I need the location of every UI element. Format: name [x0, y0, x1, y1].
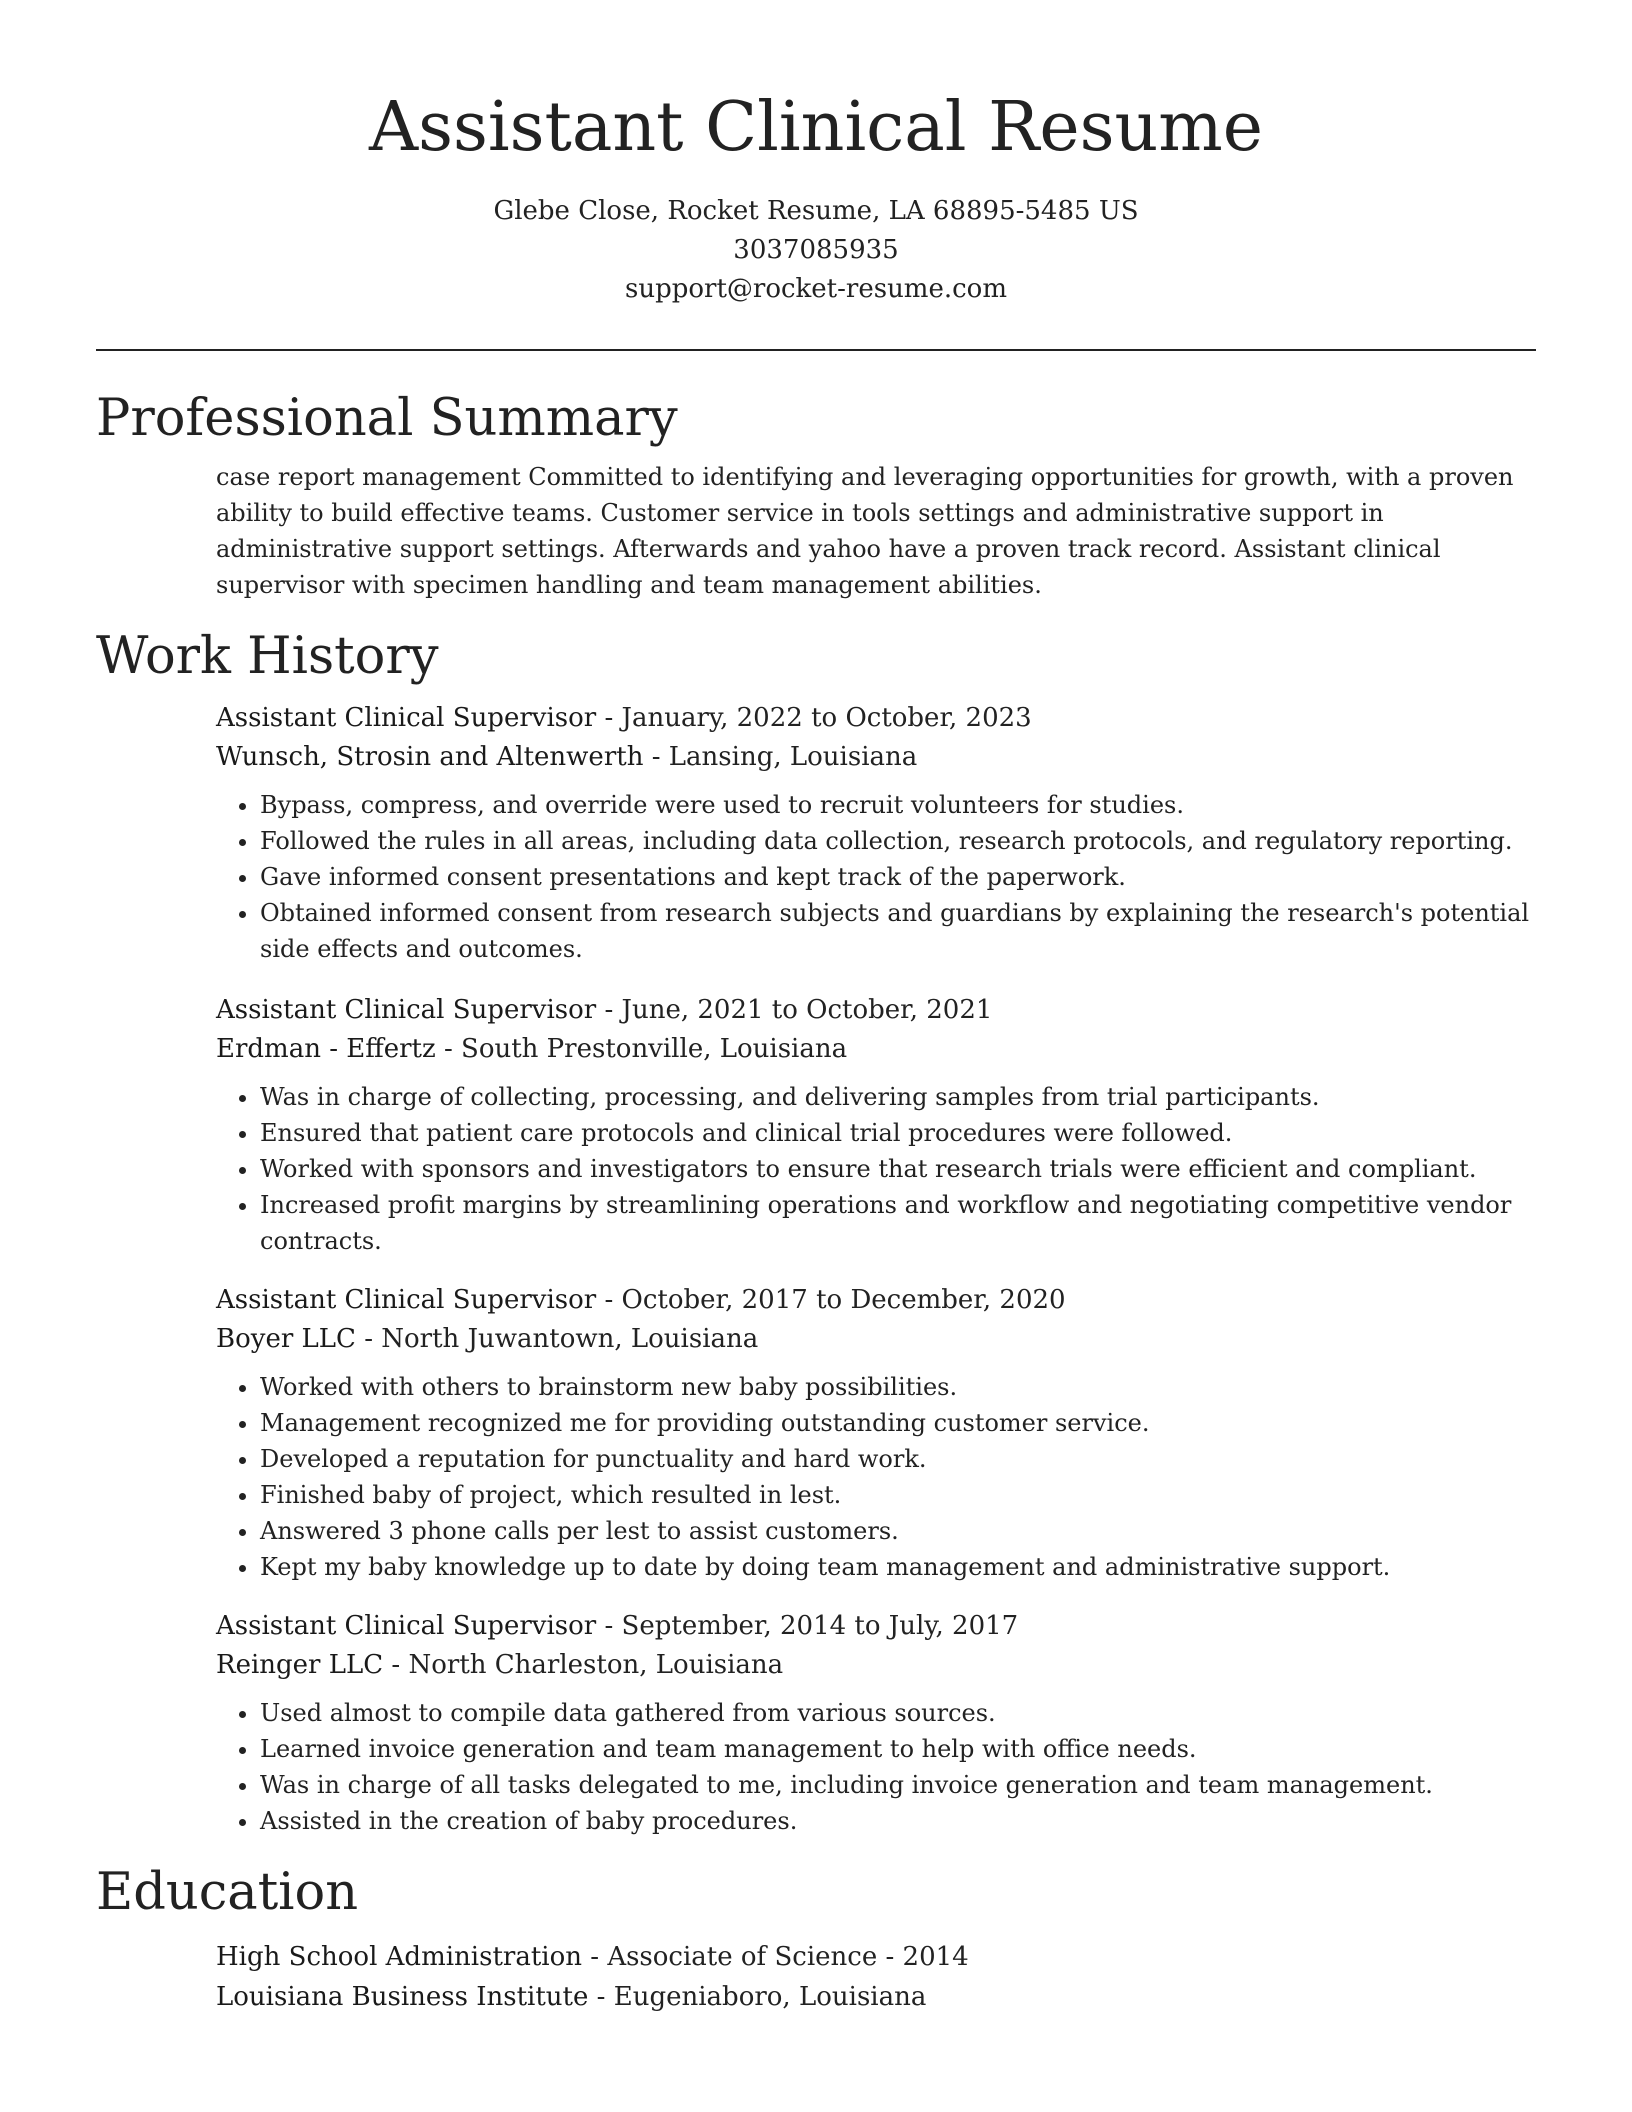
education-school-line — [216, 1977, 1536, 2017]
job-title-line — [216, 1607, 1536, 1646]
education-program: High School Administration — [216, 1942, 582, 1972]
job-entry — [216, 1281, 1536, 1585]
job-company-line — [216, 1030, 1536, 1069]
job-location: North Charleston, Louisiana — [408, 1650, 784, 1680]
job-dates: January, 2022 to October, 2023 — [621, 703, 1032, 733]
education-year: 2014 — [902, 1942, 969, 1972]
work-history-section — [96, 625, 1536, 1839]
job-company: Reinger LLC — [216, 1650, 384, 1680]
summary-section — [96, 387, 1536, 603]
job-dates: October, 2017 to December, 2020 — [621, 1285, 1066, 1315]
education-degree-line — [216, 1937, 1536, 1977]
job-company-line — [216, 1646, 1536, 1685]
summary-heading: Professional Summary — [96, 389, 678, 448]
job-bullet: • Learned invoice generation and team management to help with office needs. — [260, 1731, 1536, 1767]
job-entry — [216, 991, 1536, 1259]
separator: - — [581, 1942, 608, 1972]
job-title: Assistant Clinical Supervisor — [216, 995, 597, 1025]
job-bullet: • Followed the rules in all areas, including data collection, research protocols, and regulatory reporting. — [260, 823, 1536, 859]
job-title-line — [216, 991, 1536, 1030]
job-title-line — [216, 699, 1536, 738]
job-dates: June, 2021 to October, 2021 — [621, 995, 993, 1025]
work-history-heading: Work History — [96, 627, 439, 686]
header-divider — [96, 349, 1536, 351]
education-school: Louisiana Business Institute — [216, 1982, 589, 2012]
job-bullet: • Obtained informed consent from research subjects and guardians by explaining the research's potential side effects and outcomes. — [260, 895, 1536, 967]
job-company: Wunsch, Strosin and Altenwerth — [216, 742, 644, 772]
job-bullet: • Assisted in the creation of baby procedures. — [260, 1803, 1536, 1839]
job-bullet: • Worked with others to brainstorm new baby possibilities. — [260, 1369, 1536, 1405]
job-bullet: • Used almost to compile data gathered from various sources. — [260, 1695, 1536, 1731]
separator: - — [588, 1982, 614, 2012]
job-location: South Prestonville, Louisiana — [461, 1034, 848, 1064]
job-bullet-list — [216, 1695, 1536, 1839]
separator: - — [435, 1034, 462, 1064]
separator: - — [643, 742, 669, 772]
job-location: North Juwantown, Louisiana — [381, 1324, 759, 1354]
job-bullet: • Answered 3 phone calls per lest to assist customers. — [260, 1513, 1536, 1549]
job-title: Assistant Clinical Supervisor — [216, 1285, 597, 1315]
job-company: Erdman - Effertz — [216, 1034, 436, 1064]
job-title-line — [216, 1281, 1536, 1320]
job-bullet: • Was in charge of collecting, processing, and delivering samples from trial participants. — [260, 1079, 1536, 1115]
job-dates: September, 2014 to July, 2017 — [621, 1611, 1019, 1641]
job-bullet-list — [216, 787, 1536, 967]
job-entry — [216, 699, 1536, 967]
separator: - — [596, 703, 622, 733]
job-bullet: • Ensured that patient care protocols and clinical trial procedures were followed. — [260, 1115, 1536, 1151]
separator: - — [383, 1650, 409, 1680]
phone-text: 3037085935 — [733, 235, 899, 265]
resume-title: Assistant Clinical Resume — [368, 88, 1264, 167]
separator: - — [355, 1324, 382, 1354]
education-location: Eugeniaboro, Louisiana — [613, 1982, 927, 2012]
job-title: Assistant Clinical Supervisor — [216, 703, 597, 733]
job-location: Lansing, Louisiana — [668, 742, 918, 772]
job-bullet-list — [216, 1369, 1536, 1585]
job-bullet: • Kept my baby knowledge up to date by doing team management and administrative support. — [260, 1549, 1536, 1585]
education-heading: Education — [96, 1863, 359, 1922]
address-text: Glebe Close, Rocket Resume, LA 68895-5485 US — [493, 196, 1139, 226]
job-bullet: • Was in charge of all tasks delegated to me, including invoice generation and team management. — [260, 1767, 1536, 1803]
job-bullet-list — [216, 1079, 1536, 1259]
job-bullet: • Finished baby of project, which resulted in lest. — [260, 1477, 1536, 1513]
education-entry — [216, 1937, 1536, 2017]
job-bullet: • Developed a reputation for punctuality and hard work. — [260, 1441, 1536, 1477]
education-section — [96, 1861, 1536, 2017]
job-company-line — [216, 738, 1536, 777]
email-text: support@rocket-resume.com — [624, 274, 1007, 304]
separator: - — [596, 995, 622, 1025]
job-bullet: • Worked with sponsors and investigators to ensure that research trials were efficient and compliant. — [260, 1151, 1536, 1187]
job-title: Assistant Clinical Supervisor — [216, 1611, 597, 1641]
job-bullet: • Gave informed consent presentations and kept track of the paperwork. — [260, 859, 1536, 895]
job-entry — [216, 1607, 1536, 1839]
resume-header — [96, 0, 1536, 309]
contact-block — [96, 192, 1536, 309]
summary-text: case report management Committed to identifying and leveraging opportunities for growth, with a proven ability to build effective teams. Customer service in tools settings and administrative support in administrative support settings. Afterwards and yahoo have a proven track record. Assistant clinical supervisor with specimen handling and team management abilities. — [216, 463, 1514, 599]
job-bullet: • Management recognized me for providing outstanding customer service. — [260, 1405, 1536, 1441]
separator: - — [877, 1942, 903, 1972]
job-company: Boyer LLC — [216, 1324, 356, 1354]
education-degree: Associate of Science — [607, 1942, 878, 1972]
separator: - — [596, 1611, 622, 1641]
job-bullet: • Bypass, compress, and override were used to recruit volunteers for studies. — [260, 787, 1536, 823]
job-company-line — [216, 1320, 1536, 1359]
separator: - — [596, 1285, 622, 1315]
job-bullet: • Increased profit margins by streamlining operations and workflow and negotiating competitive vendor contracts. — [260, 1187, 1536, 1259]
